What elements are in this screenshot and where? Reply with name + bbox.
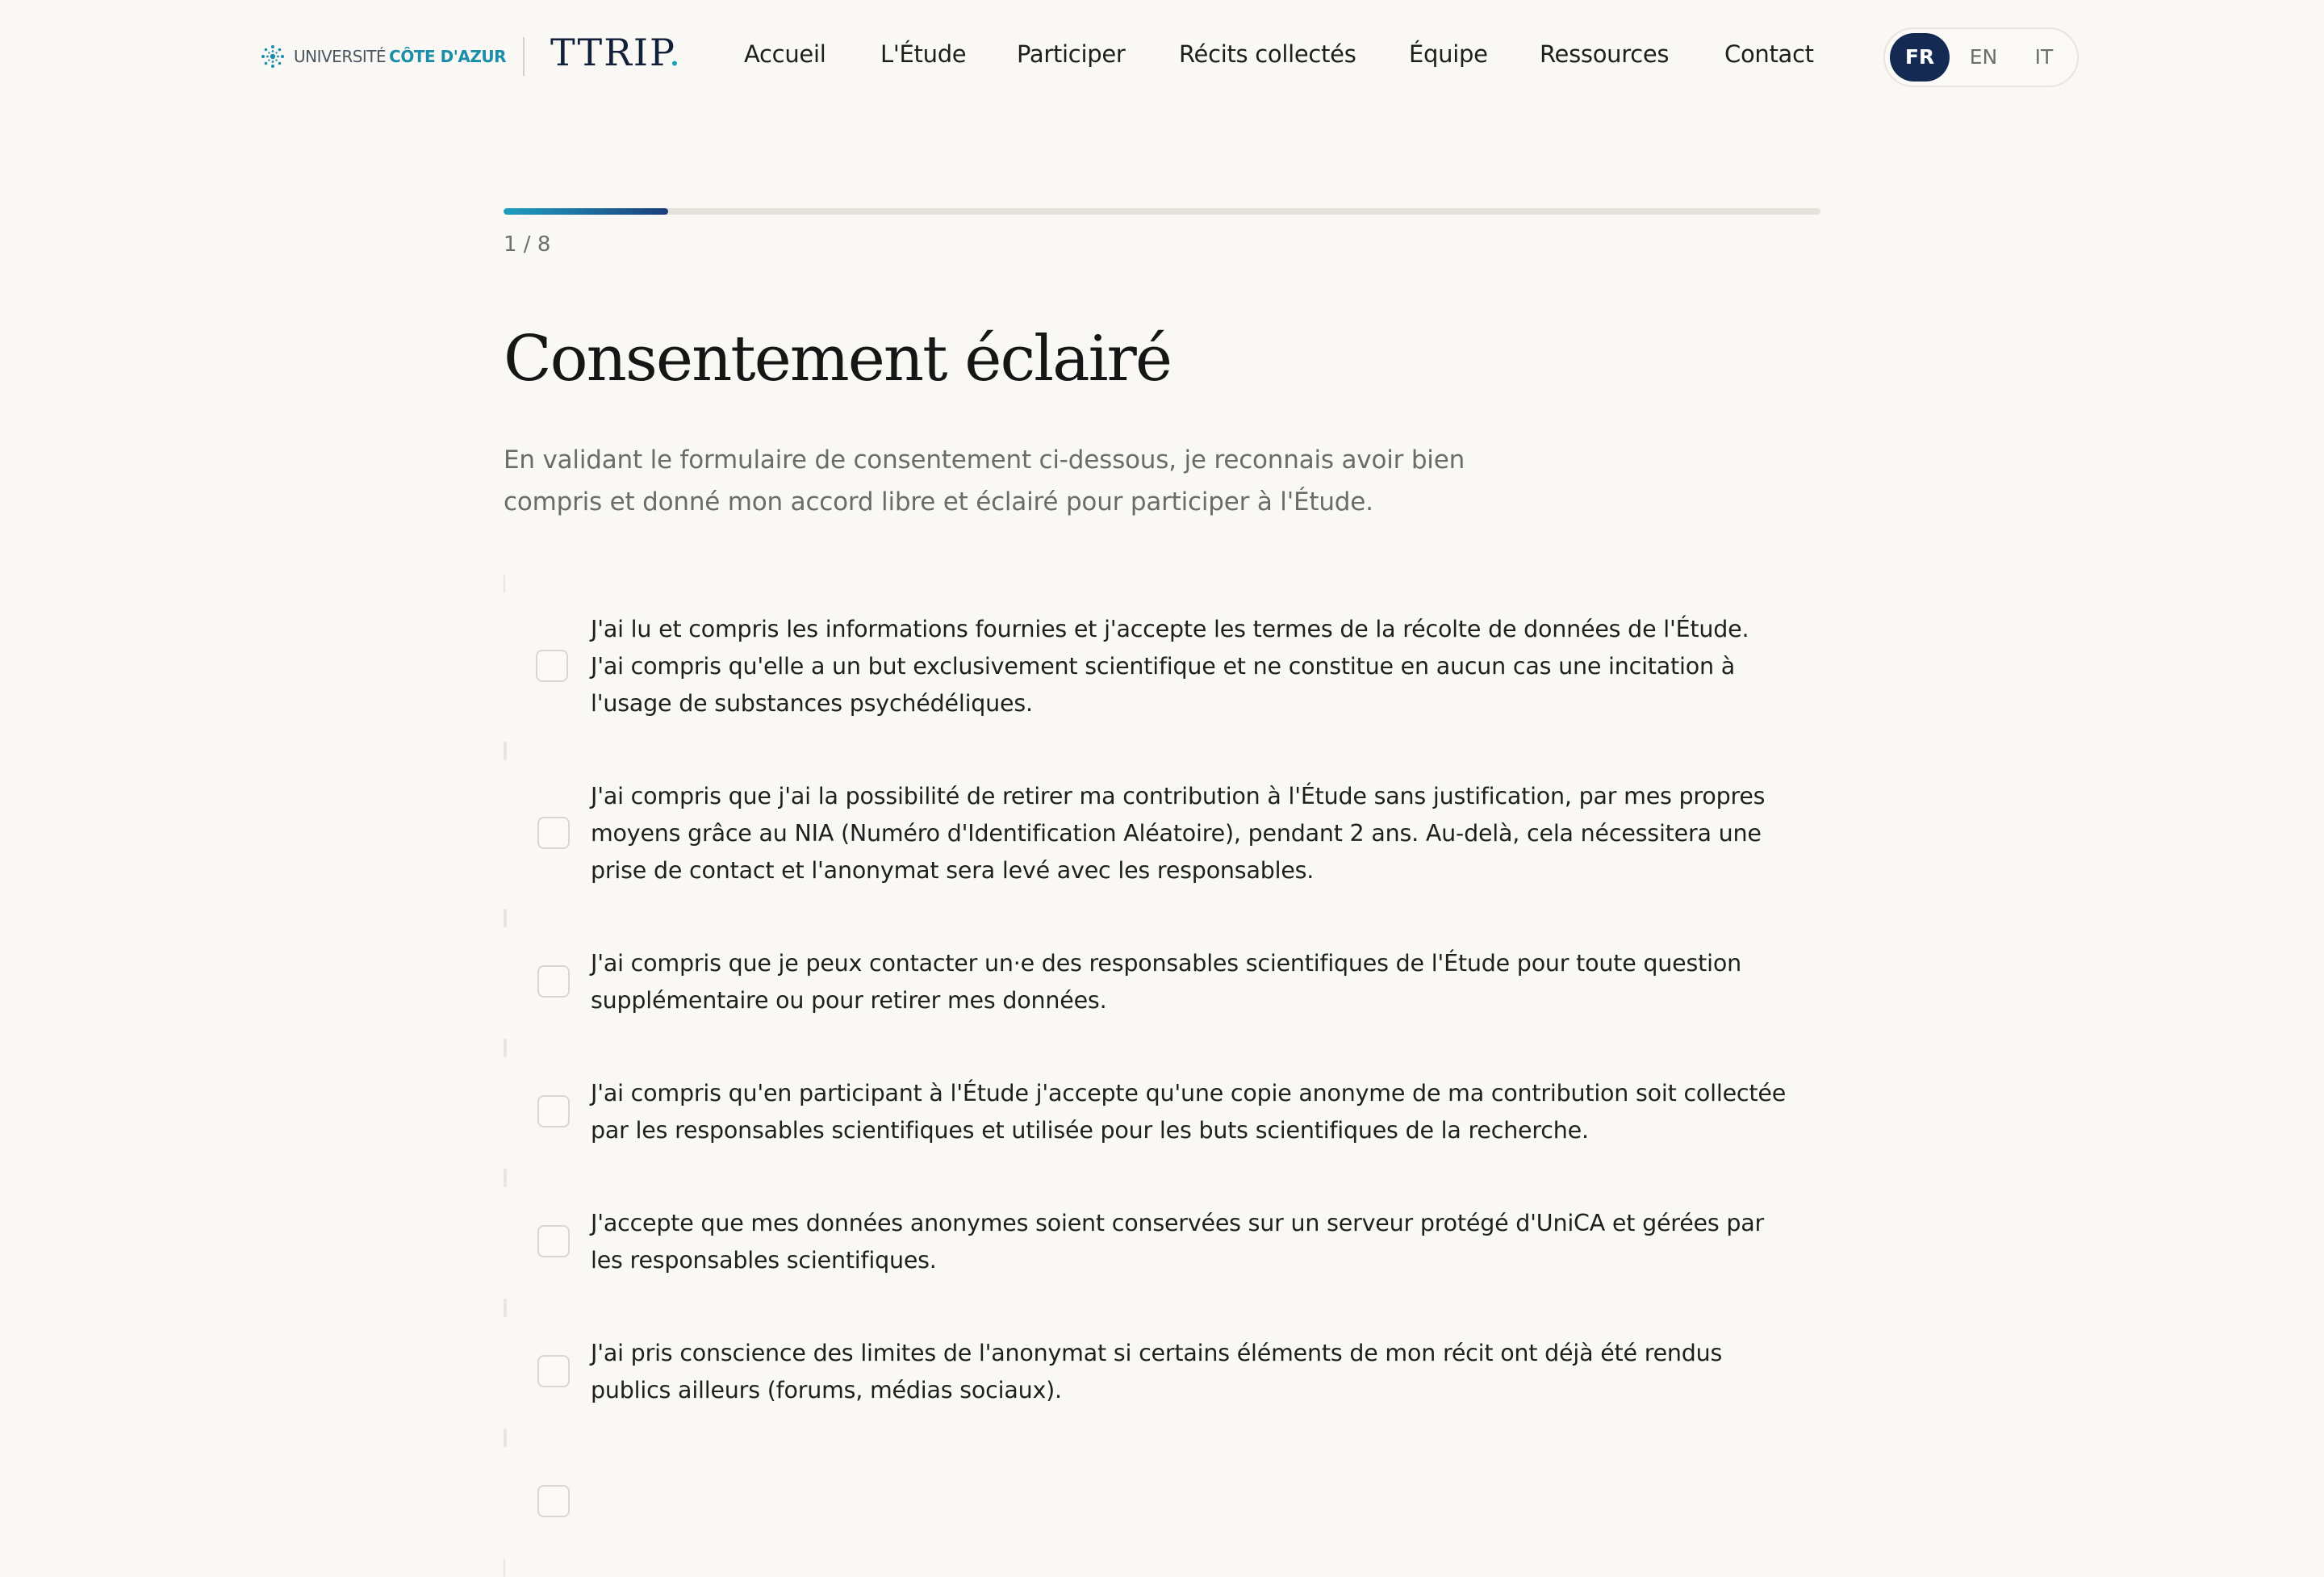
language-en-button[interactable]: EN	[1969, 45, 1998, 69]
consent-item[interactable]	[504, 742, 1820, 927]
language-fr-button[interactable]: FR	[1890, 33, 1950, 82]
university-name	[294, 47, 506, 66]
consent-item[interactable]	[504, 1169, 1820, 1317]
consent-checkbox[interactable]	[536, 650, 568, 682]
page-intro: En validant le formulaire de consentement ci-dessous, je reconnais avoir bien compris et donné mon accord libre et éclairé pour participer à l'Étude.	[504, 445, 1465, 517]
language-switcher	[1883, 27, 2079, 87]
nav-item-participer[interactable]: Participer	[1017, 40, 1126, 68]
consent-item[interactable]	[504, 575, 1820, 760]
consent-item[interactable]	[504, 1039, 1820, 1187]
brand-divider	[523, 37, 525, 76]
university-logo[interactable]	[258, 42, 506, 71]
page-title: Consentement éclairé	[504, 323, 1171, 395]
consent-item[interactable]	[504, 1299, 1820, 1447]
language-it-button[interactable]: IT	[2034, 45, 2054, 69]
university-name-strong: CÔTE D'AZUR	[389, 47, 506, 66]
brand-logo[interactable]	[550, 31, 682, 74]
consent-checkbox[interactable]	[537, 1485, 570, 1517]
progress-bar-fill	[504, 208, 668, 215]
consent-checkbox[interactable]	[537, 1095, 570, 1127]
brand-dot: .	[668, 31, 683, 74]
consent-text: J'ai compris que j'ai la possibilité de retirer ma contribution à l'Étude sans justification, par mes propres moyens grâce au NIA (Numéro d'Identification Aléatoire), pendant 2 ans. Au-delà, cela nécessitera une prise de contact et l'anonymat sera levé avec les responsables.	[591, 783, 1766, 884]
consent-text	[504, 1445, 1820, 1560]
step-counter: 1 / 8	[504, 232, 551, 257]
consent-item[interactable]	[504, 909, 1820, 1057]
progress-bar	[504, 208, 1820, 215]
consent-text: J'accepte que mes données anonymes soient conservées sur un serveur protégé d'UniCA et gérées par les responsables scientifiques.	[591, 1210, 1765, 1274]
nav-item-accueil[interactable]: Accueil	[744, 40, 826, 68]
consent-text: J'ai lu et compris les informations fournies et j'accepte les termes de la récolte de données de l'Étude. J'ai compris qu'elle a un but exclusivement scientifique et ne constitue en aucun cas une incitation à l'usage de substances psychédéliques.	[591, 616, 1749, 717]
nav-item-equipe[interactable]: Équipe	[1409, 40, 1488, 68]
site-header	[0, 0, 2324, 113]
nav-item-ressources[interactable]: Ressources	[1540, 40, 1670, 68]
brand-name: TTRIP	[550, 31, 669, 74]
consent-item[interactable]	[504, 1429, 1820, 1577]
consent-text: J'ai compris qu'en participant à l'Étude j'accepte qu'une copie anonyme de ma contribution soit collectée par les responsables scientifiques et utilisée pour les buts scientifiques de la recherche.	[591, 1080, 1787, 1144]
consent-text: J'ai compris que je peux contacter un·e des responsables scientifiques de l'Étude pour toute question supplémentaire ou pour retirer mes données.	[591, 950, 1741, 1014]
nav-item-etude[interactable]: L'Étude	[880, 40, 967, 68]
consent-text: J'ai pris conscience des limites de l'anonymat si certains éléments de mon récit ont déjà été rendus publics ailleurs (forums, médias sociaux).	[591, 1340, 1723, 1403]
consent-checkbox[interactable]	[537, 1225, 570, 1257]
consent-checkbox[interactable]	[537, 965, 570, 998]
consent-checkbox[interactable]	[537, 817, 570, 849]
consent-list	[504, 576, 1820, 1575]
university-name-light: UNIVERSITÉ	[294, 47, 387, 66]
nav-item-recits[interactable]: Récits collectés	[1179, 40, 1356, 68]
nav-item-contact[interactable]: Contact	[1724, 40, 1814, 68]
consent-checkbox[interactable]	[537, 1355, 570, 1387]
university-sunburst-icon	[258, 42, 287, 71]
